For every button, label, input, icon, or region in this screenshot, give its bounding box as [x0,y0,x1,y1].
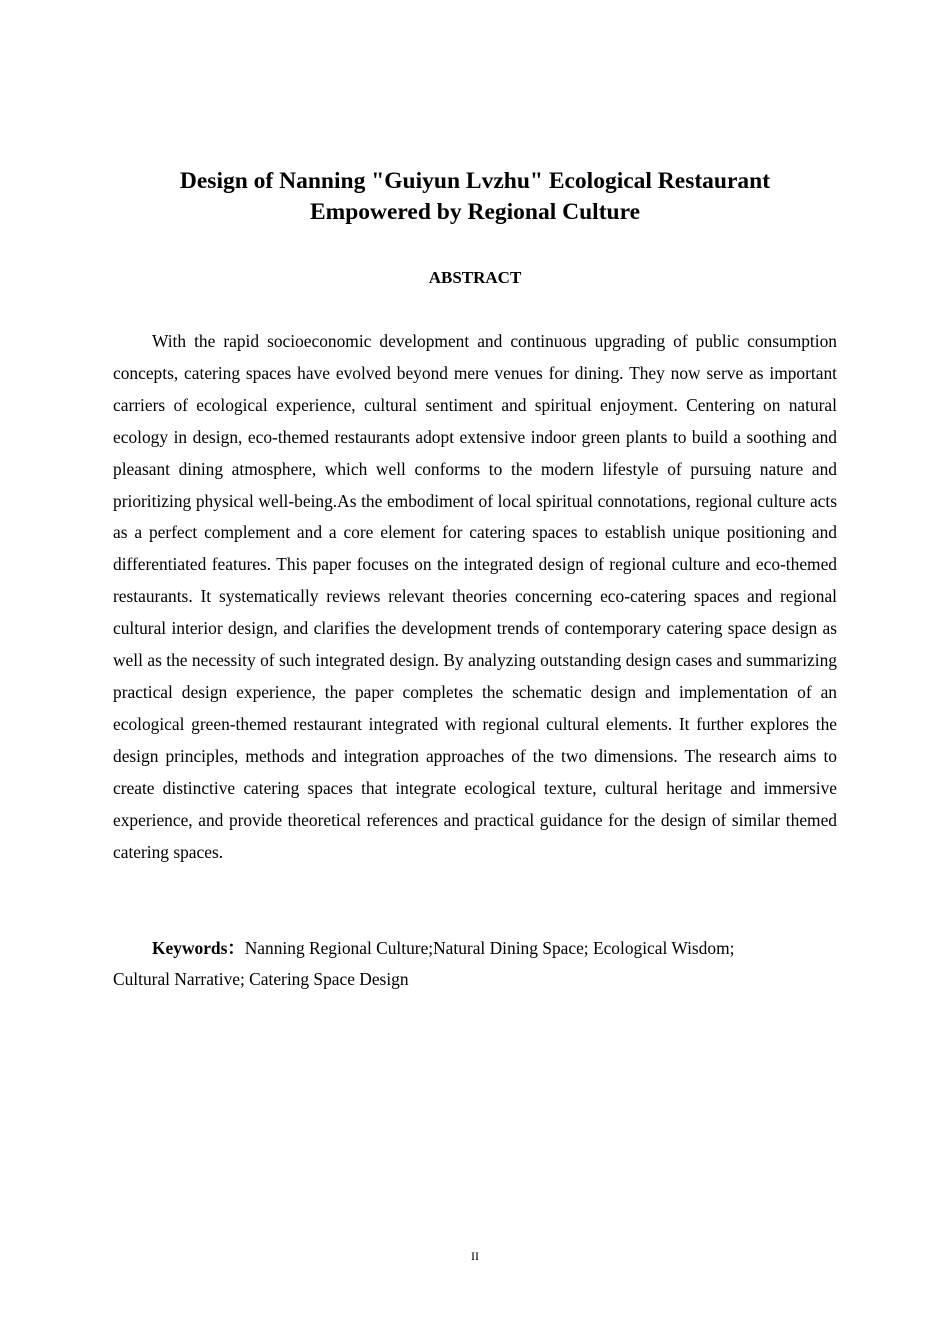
page-number: II [471,1249,479,1263]
paper-title-line-2: Empowered by Regional Culture [309,199,641,225]
abstract-heading: ABSTRACT [428,268,522,287]
keywords-line-1: Nanning Regional Culture;Natural Dining Space; Ecological Wisdom; [244,938,735,958]
abstract-body: With the rapid socioeconomic development and continuous upgrading of public consumption concepts, catering spaces have evolved beyond mere venues for dining. They now serve as important carriers of ecological experience, cultural sentiment and spiritual enjoyment. Centering on natural ecology in design, eco-themed restaurants adopt extensive indoor green plants to build a soothing and pleasant dining atmosphere, which well conforms to the modern lifestyle of pursuing nature and prioritizing physical well-being.As the embodiment of local spiritual connotations, regional culture acts as a perfect complement and a core element for catering spaces to establish unique positioning and differentiated features. This paper focuses on the integrated design of regional culture and eco-themed restaurants. It systematically reviews relevant theories concerning eco-catering spaces and regional cultural interior design, and clarifies the development trends of contemporary catering space design as well as the necessity of such integrated design. By analyzing outstanding design cases and summarizing practical design experience, the paper completes the schematic design and implementation of an ecological green-themed restaurant integrated with regional cultural elements. It further explores the design principles, methods and integration approaches of the two dimensions. The research aims to create distinctive catering spaces that integrate ecological texture, cultural heritage and immersive experience, and provide theoretical references and practical guidance for the design of similar themed catering spaces. [113,331,837,862]
keywords-label: Keywords： [152,938,245,958]
keywords-paragraph [113,933,837,995]
keywords-line-2: Cultural Narrative; Catering Space Design [113,969,409,989]
paper-title [113,166,837,228]
paper-title-line-1: Design of Nanning "Guiyun Lvzhu" Ecological Restaurant [179,168,771,194]
